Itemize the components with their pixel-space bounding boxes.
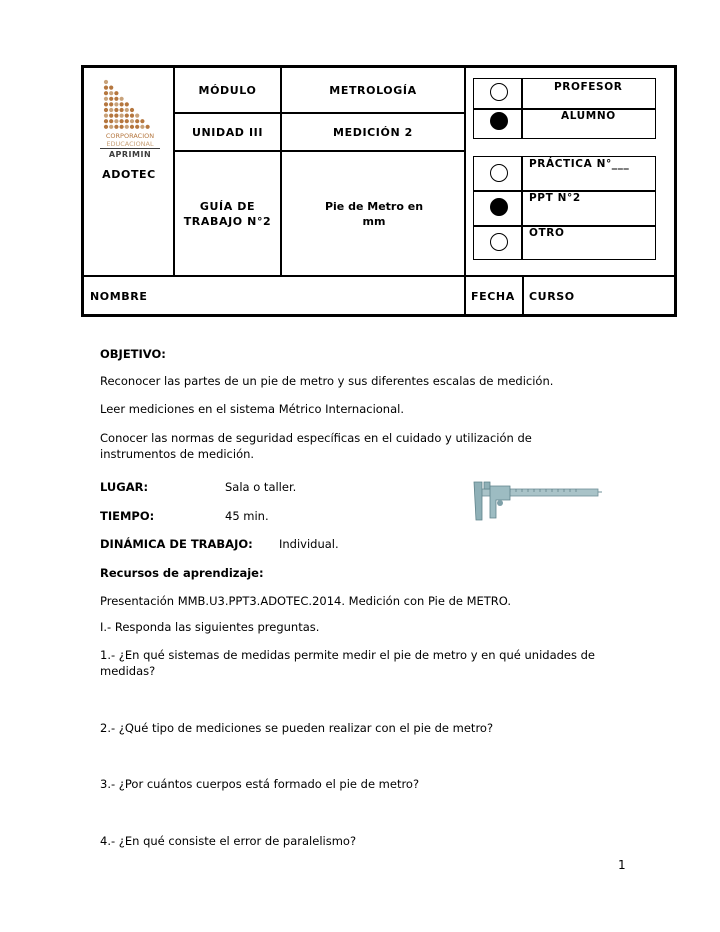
objetivo-title: OBJETIVO: <box>100 347 166 361</box>
modulo-value: METROLOGÍA <box>329 83 417 97</box>
logo-dot <box>114 102 118 106</box>
aprimin-logo <box>98 76 162 160</box>
logo-dot <box>114 97 118 101</box>
logo-dot <box>104 114 108 118</box>
logo-dot <box>125 125 129 129</box>
logo-dot <box>146 125 150 129</box>
page-number: 1 <box>618 858 626 872</box>
otro-radio[interactable] <box>490 233 508 251</box>
logo-dot <box>125 108 129 112</box>
logo-dot <box>125 119 129 123</box>
logo-dot <box>109 91 113 95</box>
logo-dot <box>109 119 113 123</box>
logo-dot <box>140 125 144 129</box>
unidad-label: UNIDAD III <box>191 125 264 139</box>
logo-dot <box>120 119 124 123</box>
logo-dot <box>140 119 144 123</box>
logo-dot <box>104 97 108 101</box>
logo-dot <box>120 102 124 106</box>
org-name: ADOTEC <box>102 168 156 181</box>
otro-label: OTRO <box>529 227 565 239</box>
alumno-radio[interactable] <box>490 112 508 130</box>
guia-value: Pie de Metro en mm <box>324 200 424 228</box>
ppt-label: PPT N°2 <box>529 192 581 204</box>
logo-dot <box>135 114 139 118</box>
recursos-title: Recursos de aprendizaje: <box>100 566 264 580</box>
question-2: 2.- ¿Qué tipo de mediciones se pueden realizar con el pie de metro? <box>100 721 494 735</box>
divider <box>473 225 656 227</box>
logo-dot <box>120 108 124 112</box>
logo-dot <box>109 97 113 101</box>
logo-dot <box>125 114 129 118</box>
objetivo-line-3: Conocer las normas de seguridad específicas en el cuidado y utilización de instrumentos de medición. <box>100 431 532 461</box>
fecha-label: FECHA <box>471 290 515 303</box>
divider <box>521 156 523 260</box>
logo-dot <box>109 86 113 90</box>
logo-dot <box>130 114 134 118</box>
svg-text:EDUCACIONAL: EDUCACIONAL <box>106 140 154 148</box>
logo-dot <box>130 119 134 123</box>
curso-label: CURSO <box>529 290 575 303</box>
svg-text:CORPORACION: CORPORACION <box>105 132 155 140</box>
logo-dot <box>135 125 139 129</box>
logo-dot <box>104 119 108 123</box>
alumno-label: ALUMNO <box>561 110 616 122</box>
objetivo-line-1: Reconocer las partes de un pie de metro y sus diferentes escalas de medición. <box>100 374 554 388</box>
logo-dot <box>104 86 108 90</box>
logo-dot <box>104 125 108 129</box>
unidad-value: MEDICIÓN 2 <box>333 125 413 139</box>
question-4: 4.- ¿En qué consiste el error de paralelismo? <box>100 834 357 848</box>
divider <box>522 276 524 314</box>
lugar-label: LUGAR: <box>100 480 149 494</box>
logo-dot <box>120 97 124 101</box>
header-table <box>81 65 677 317</box>
divider <box>464 68 466 314</box>
logo-dot <box>104 108 108 112</box>
dinamica-value: Individual. <box>279 537 339 551</box>
svg-text:APRIMIN: APRIMIN <box>108 150 152 159</box>
question-1: 1.- ¿En qué sistemas de medidas permite medir el pie de metro y en qué unidades de medidas? <box>100 648 596 678</box>
logo-dot <box>135 119 139 123</box>
logo-dot <box>104 102 108 106</box>
logo-dot <box>104 91 108 95</box>
profesor-label: PROFESOR <box>554 81 623 93</box>
caliper-image <box>470 478 602 524</box>
practica-label: PRÁCTICA N°___ <box>529 158 630 170</box>
modulo-label: MÓDULO <box>198 83 257 97</box>
practica-radio[interactable] <box>490 164 508 182</box>
logo-dot <box>120 114 124 118</box>
logo-dot <box>114 119 118 123</box>
logo-dot <box>114 125 118 129</box>
ppt-radio[interactable] <box>490 198 508 216</box>
tiempo-value: 45 min. <box>225 509 269 523</box>
logo-dot <box>125 102 129 106</box>
profesor-radio[interactable] <box>490 83 508 101</box>
logo-dot <box>109 108 113 112</box>
logo-dot <box>109 102 113 106</box>
recursos-text: Presentación MMB.U3.PPT3.ADOTEC.2014. Medición con Pie de METRO. <box>100 594 512 608</box>
question-3: 3.- ¿Por cuántos cuerpos está formado el pie de metro? <box>100 777 420 791</box>
tiempo-label: TIEMPO: <box>100 509 155 523</box>
logo-dot <box>114 114 118 118</box>
guia-label: GUÍA DE TRABAJO N°2 <box>183 200 272 228</box>
instruccion: I.- Responda las siguientes preguntas. <box>100 620 320 634</box>
logo-dot <box>109 114 113 118</box>
logo-dot <box>114 108 118 112</box>
objetivo-line-2: Leer mediciones en el sistema Métrico Internacional. <box>100 402 404 416</box>
logo-dot <box>130 125 134 129</box>
dinamica-label: DINÁMICA DE TRABAJO: <box>100 537 253 551</box>
logo-dot <box>104 80 108 84</box>
logo-dot <box>114 91 118 95</box>
logo-dot <box>109 125 113 129</box>
nombre-label: NOMBRE <box>90 290 148 303</box>
logo-dot <box>120 125 124 129</box>
logo-dot <box>130 108 134 112</box>
lugar-value: Sala o taller. <box>225 480 297 494</box>
